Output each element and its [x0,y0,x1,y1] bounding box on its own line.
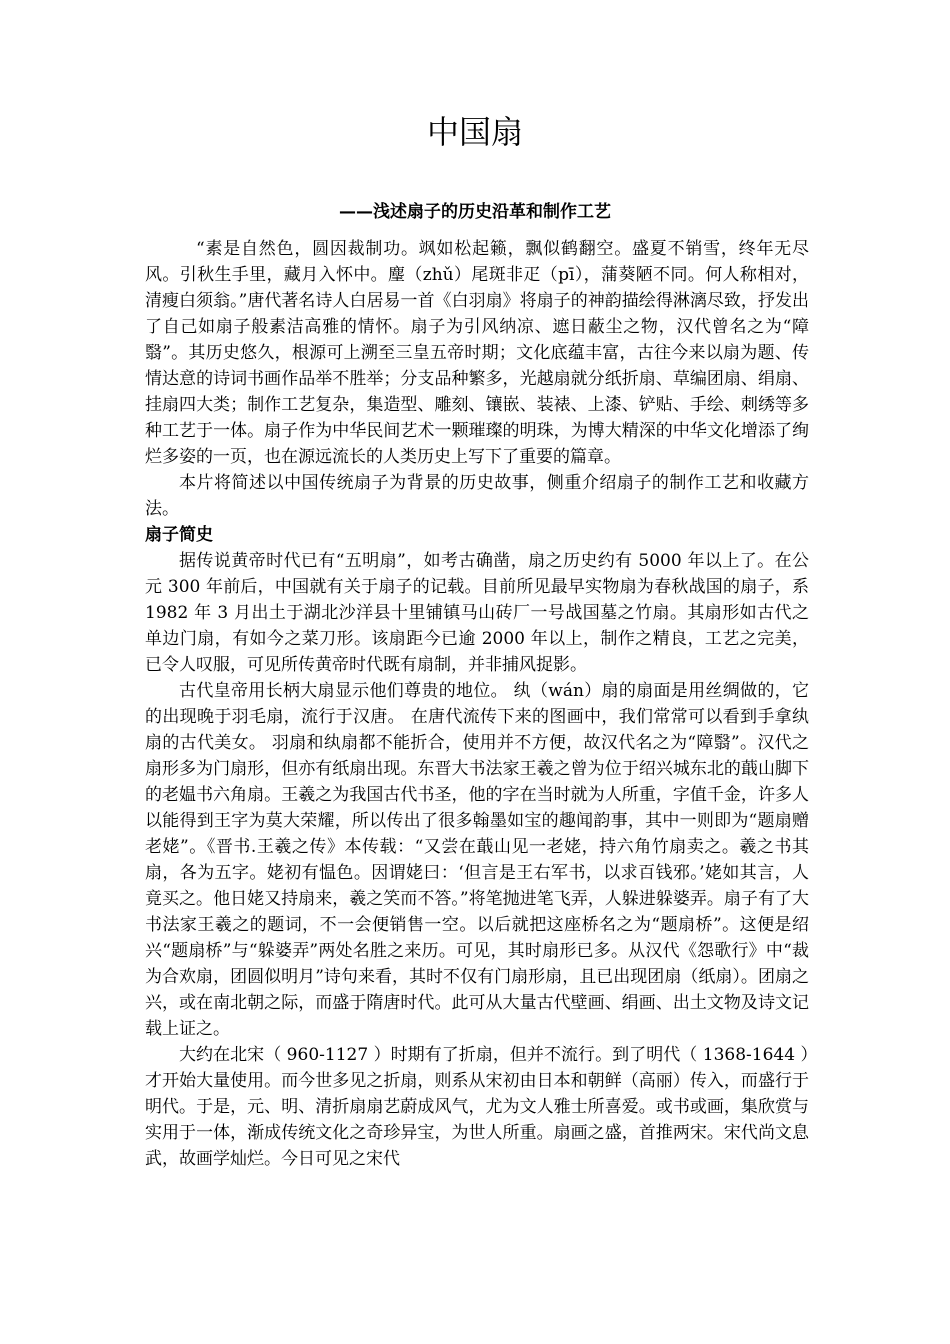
intro-paragraph: “素是自然色，圆因裁制功。飒如松起籁，飘似鹤翻空。盛夏不销雪，终年无尽风。引秋生手里，藏月入怀中。麈（zhǔ）尾斑非疋（pī），蒲葵陋不同。何人称相对，清瘦白须翁。”唐代著名诗人白居易一首《白羽扇》将扇子的神韵描绘得淋漓尽致，抒发出了自己如扇子般素洁高雅的情怀。扇子为引风纳凉、遮日蔽尘之物，汉代曾名之为“障翳”。其历史悠久，根源可上溯至三皇五帝时期；文化底蕴丰富，古往今来以扇为题、传情达意的诗词书画作品举不胜举；分支品种繁多，光越扇就分纸折扇、草编团扇、绢扇、挂扇四大类；制作工艺复杂，集造型、雕刻、镶嵌、装裱、上漆、铲贴、手绘、刺绣等多种工艺于一体。扇子作为中华民间艺术一颗璀璨的明珠，为博大精深的中华文化增添了绚烂多姿的一页，也在源远流长的人类历史上写下了重要的篇章。 [145,239,809,467]
intro-paragraph: 本片将简述以中国传统扇子为背景的历史故事，侧重介绍扇子的制作工艺和收藏方法。 [145,473,809,519]
section-paragraph: 古代皇帝用长柄大扇显示他们尊贵的地位。 纨（wán）扇的扇面是用丝绸做的，它的出现晚于羽毛扇，流行于汉唐。 在唐代流传下来的图画中，我们常常可以看到手拿纨扇的古代美女。 羽扇和纨扇都不能折合，使用并不方便，故汉代名之为“障翳”。汉代之扇形多为门扇形，但亦有纸扇出现。东晋大书法家王羲之曾为位于绍兴城东北的蕺山脚下的老媪书六角扇。王羲之为我国古代书圣，他的字在当时就为人所重，字值千金，许多人以能得到王字为莫大荣耀，所以传出了很多翰墨如宝的趣闻韵事，其中一则即为“题扇赠老姥”。《晋书.王羲之传》本传载：“又尝在蕺山见一老姥，持六角竹扇卖之。羲之书其扇，各为五字。姥初有愠色。因谓姥曰：‘但言是王右军书，以求百钱邪。’姥如其言，人竟买之。他日姥又持扇来，羲之笑而不答。”将笔抛进笔飞弄，人躲进躲婆弄。扇子有了大书法家王羲之的题词，不一会便销售一空。以后就把这座桥名之为“题扇桥”。这便是绍兴“题扇桥”与“躲婆弄”两处名胜之来历。可见，其时扇形已多。从汉代《怨歌行》中“裁为合欢扇，团圆似明月”诗句来看，其时不仅有门扇形扇，且已出现团扇（纸扇）。团扇之兴，或在南北朝之际，而盛于隋唐时代。此可从大量古代壁画、绢画、出土文物及诗文记载上证之。 [145,681,809,1039]
section-paragraph: 据传说黄帝时代已有“五明扇”，如考古确凿，扇之历史约有 5000 年以上了。在公元 300 年前后，中国就有关于扇子的记载。目前所见最早实物扇为春秋战国的扇子，系 1982 年 3 月出土于湖北沙洋县十里铺镇马山砖厂一号战国墓之竹扇。其扇形如古代之单边门扇，有如今之菜刀形。该扇距今已逾 2000 年以上，制作之精良，工艺之完美，已令人叹服，可见所传黄帝时代既有扇制，并非捕风捉影。 [145,551,809,675]
document-title: 中国扇 [426,113,523,151]
section-heading: 扇子简史 [145,525,213,545]
document-body [145,236,809,1172]
document-subtitle: ——浅述扇子的历史沿革和制作工艺 [339,202,611,222]
section-paragraph: 大约在北宋（ 960-1127 ）时期有了折扇，但并不流行。到了明代（ 1368-1644 ）才开始大量使用。而今世多见之折扇，则系从宋初由日本和朝鲜（高丽）传入，而盛行于明代。于是，元、明、清折扇扇艺蔚成风气，尤为文人雅士所喜爱。或书或画，集欣赏与实用于一体，渐成传统文化之奇珍异宝，为世人所重。扇画之盛，首推两宋。宋代尚文息武，故画学灿烂。今日可见之宋代 [145,1045,809,1169]
